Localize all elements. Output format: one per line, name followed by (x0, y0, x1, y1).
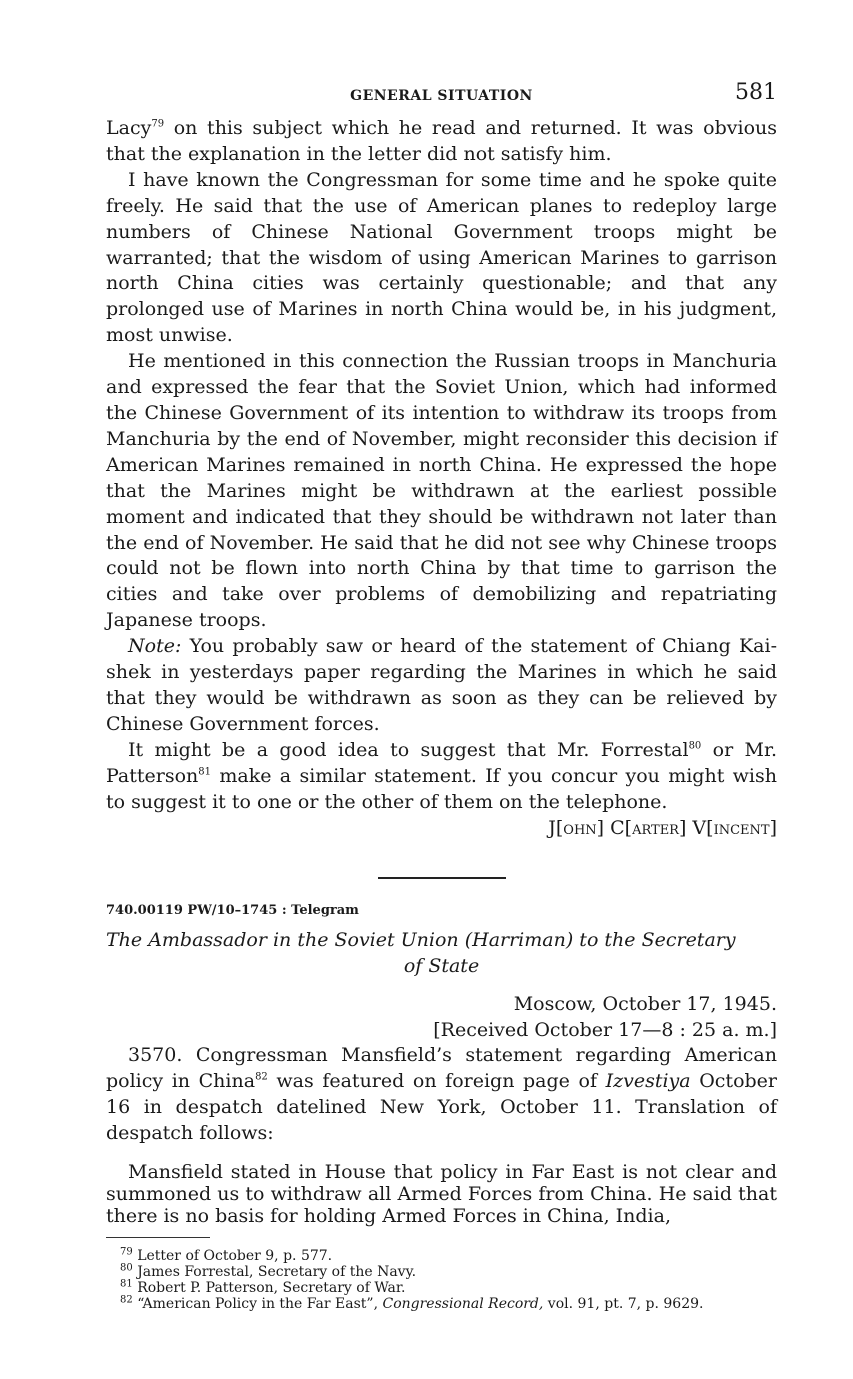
running-head: GENERAL SITUATION (350, 88, 533, 104)
letter-paragraph-2: I have known the Congressman for some time and he spoke quite freely. He said that the use of American planes to redeploy large numbers of Chinese National Government troops might be warranted; that the wisdom of using American Marines to garrison north China cities was certainly questionable; and that any prolonged use of Marines in north China would be, in his judgment, most unwise. (106, 168, 777, 347)
letter-paragraph-3: He mentioned in this connection the Russian troops in Manchuria and expressed the fear that the Soviet Union, which had informed the Chinese Government of its intention to withdraw its troops from Manchuria by the end of November, might reconsider this decision if American Marines remained in north China. He expressed the hope that the Marines might be withdrawn at the earliest possible moment and indicated that they should be withdrawn not later than the end of November. He said that he did not see why Chinese troops could not be flown into north China by that time to garrison the cities and take over problems of demobilizing and repatriating Japanese troops. (106, 350, 777, 632)
telegram-paragraph-1: 3570. Congressman Mansfield’s statement regarding American policy in China$^{82}$ was featured on foreign page of Izvestiya October 16 in despatch datelined New York, October 11. Translation of despatch follows: (106, 1044, 778, 1145)
footnote-ref-80: 80 (688, 740, 702, 752)
quote-paragraph: Mansfield stated in House that policy in Far East is not clear and summoned us to withdraw all Armed Forces from China. He said that there is no basis for holding Armed Forces in China, India, (106, 1161, 777, 1228)
footnote-ref-79: 79 (151, 118, 165, 130)
footnote-79: $^{79}$ Letter of October 9, p. 577. (120, 1246, 333, 1265)
letter-paragraph-1: Lacy$^{79}$ on this subject which he read and returned. It was obvious that the explanation in the letter did not satisfy him. (106, 117, 777, 165)
telegram-title-line-2: of State (403, 955, 480, 978)
footnote-80: $^{80}$ James Forrestal, Secretary of the Navy. (120, 1262, 417, 1281)
telegram-title: The Ambassador in the Soviet Union (Harriman) to the Secretary (106, 929, 736, 952)
footnote-divider (106, 1237, 210, 1238)
note-label: Note: (128, 635, 182, 658)
footnote-ref-82: 82 (255, 1072, 268, 1084)
signature: J[ohn] C[arter] V[incent] (548, 817, 777, 840)
document-id: 740.00119 PW/10–1745 : Telegram (106, 903, 359, 919)
quoted-despatch (106, 1161, 777, 1227)
telegram-section (106, 901, 777, 1227)
document-page (106, 80, 777, 1312)
section-divider (378, 877, 506, 879)
footnotes (106, 1248, 777, 1312)
received-line: [Received October 17—8 : 25 a. m.] (433, 1019, 777, 1042)
footnote-82: $^{82}$ “American Policy in the Far East”, Congressional Record, vol. 91, pt. 7, p. 9629. (120, 1294, 704, 1313)
letter-paragraph-5: It might be a good idea to suggest that Mr. Forrestal$^{80}$ or Mr. Patterson$^{81}$ make a similar statement. If you concur you might wish to suggest it to one or the other of them on the telephone. (106, 738, 777, 813)
footnote-ref-81: 81 (198, 766, 212, 778)
page-number: 581 (735, 80, 777, 105)
letter-body (106, 116, 777, 841)
page-header (106, 80, 777, 116)
dateline: Moscow, October 17, 1945. (513, 993, 777, 1016)
footnote-81: $^{81}$ Robert P. Patterson, Secretary of War. (120, 1278, 406, 1297)
letter-paragraph-note: Note: You probably saw or heard of the statement of Chiang Kai-shek in yesterdays paper regarding the Marines in which he said that they would be withdrawn as soon as they can be relieved by Chinese Government forces. (106, 635, 777, 735)
